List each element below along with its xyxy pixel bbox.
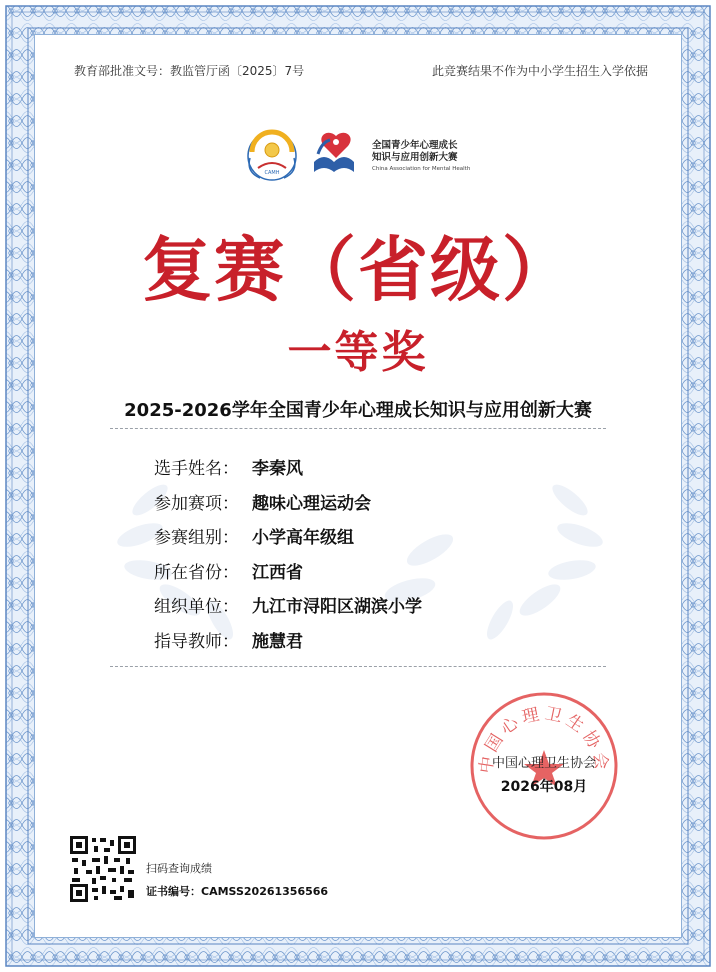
association-name: 全国青少年心理成长 知识与应用创新大赛 bbox=[372, 140, 458, 163]
scan-query-text: 扫码查询成绩 bbox=[146, 862, 212, 875]
issue-date: 2026年08月 bbox=[500, 779, 588, 795]
certificate-title: 复赛（省级） bbox=[142, 228, 574, 311]
contest-name: 2025-2026学年全国青少年心理成长知识与应用创新大赛 bbox=[124, 400, 592, 421]
divider-bottom bbox=[110, 666, 606, 667]
badge-text: CAMH bbox=[264, 170, 280, 176]
seal-ring-text: 中国心理卫生协会 bbox=[476, 703, 612, 775]
field-organization: 组织单位： 九江市浔阳区湖滨小学 bbox=[154, 597, 422, 617]
divider-top bbox=[110, 428, 606, 429]
field-instructor: 指导教师： 施慧君 bbox=[154, 631, 303, 652]
association-logo-icon bbox=[314, 133, 354, 172]
certificate-number: 证书编号：CAMSS20261356566 bbox=[146, 885, 329, 898]
approval-number: 教育部批准文号：教监管厅函〔2025〕7号 bbox=[74, 64, 305, 78]
field-event: 参加赛项： 趣味心理运动会 bbox=[154, 493, 371, 514]
admission-notice: 此竞赛结果不作为中小学生招生入学依据 bbox=[431, 64, 648, 78]
qr-code[interactable] bbox=[70, 836, 136, 902]
field-group: 参赛组别： 小学高年级组 bbox=[154, 528, 354, 548]
field-participant-name: 选手姓名： 李秦风 bbox=[154, 459, 303, 479]
field-province: 所在省份： 江西省 bbox=[154, 562, 303, 583]
participant-details bbox=[154, 454, 422, 661]
association-english-name: China Association for Mental Health bbox=[372, 166, 471, 172]
award-level: 一等奖 bbox=[287, 327, 429, 378]
seal-organization: 中国心理卫生协会 bbox=[491, 756, 596, 771]
